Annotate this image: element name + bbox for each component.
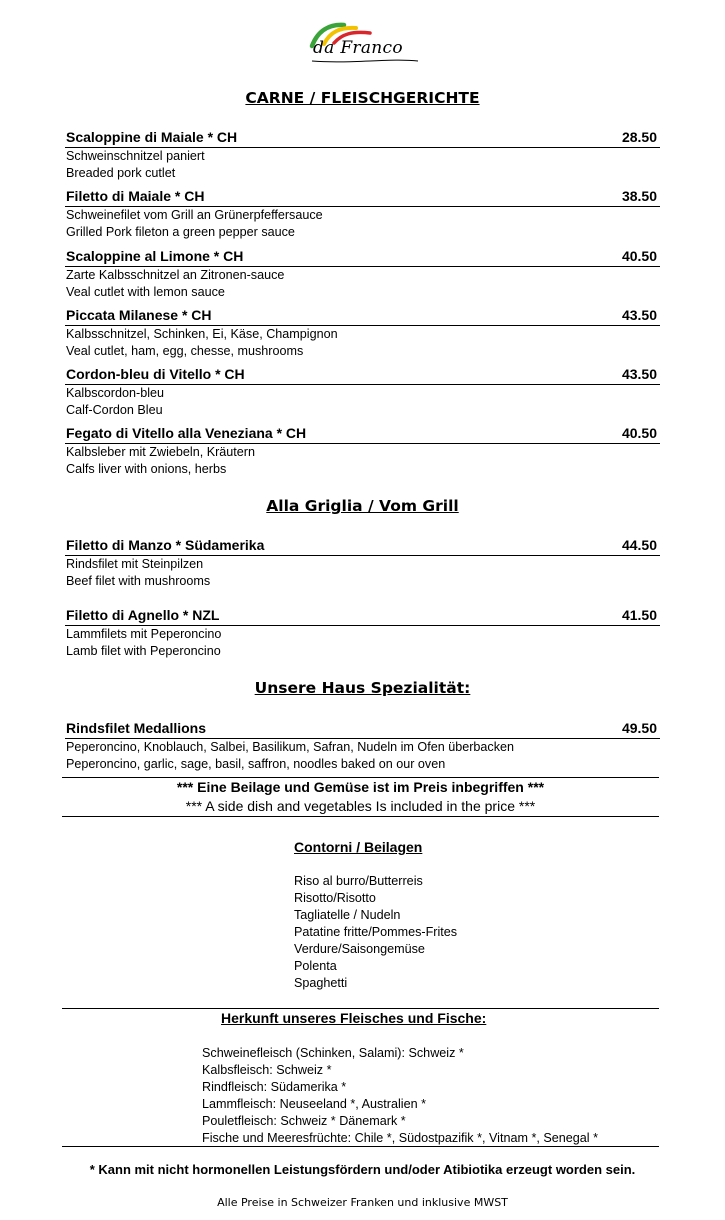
dish-item (65, 425, 660, 478)
section-title-carne: CARNE / FLEISCHGERICHTE (245, 89, 480, 107)
dish-name: Filetto di Manzo * Südamerika (66, 537, 265, 553)
footnote: * Kann mit nicht hormonellen Leistungsfördern und/oder Atibiotika erzeugt worden sein. (89, 1162, 636, 1177)
list-item: Verdure/Saisongemüse (294, 942, 425, 956)
section-title-griglia: Alla Griglia / Vom Grill (266, 497, 459, 515)
dish-desc-en: Veal cutlet, ham, egg, chesse, mushrooms (66, 344, 304, 358)
list-item: Fische und Meeresfrüchte: Chile *, Südostpazifik *, Vitnam *, Senegal * (202, 1131, 598, 1145)
dish-item (65, 720, 660, 773)
side-dish-notice (62, 777, 659, 817)
dish-item (65, 307, 660, 360)
dish-price: 28.50 (621, 129, 657, 145)
dish-price: 38.50 (621, 188, 657, 204)
dish-desc-en: Veal cutlet with lemon sauce (66, 285, 225, 299)
section-title-haus: Unsere Haus Spezialität: (254, 679, 471, 697)
dish-price: 40.50 (621, 425, 657, 441)
dish-name: Scaloppine al Limone * CH (66, 248, 244, 264)
dish-name: Filetto di Agnello * NZL (66, 607, 220, 623)
dish-desc-en: Grilled Pork fileton a green pepper sauce (66, 225, 295, 239)
dish-desc-de: Kalbscordon-bleu (66, 386, 165, 400)
dish-price: 49.50 (621, 720, 657, 736)
dish-desc-de: Lammfilets mit Peperoncino (66, 627, 222, 641)
dish-desc-en: Calfs liver with onions, herbs (66, 462, 227, 476)
dish-price: 41.50 (621, 607, 657, 623)
list-item: Rindfleisch: Südamerika * (202, 1080, 347, 1094)
dish-item (65, 537, 660, 590)
dish-name: Rindsfilet Medallions (66, 720, 207, 736)
dish-desc-de: Rindsfilet mit Steinpilzen (66, 557, 204, 571)
dish-item (65, 607, 660, 660)
divider (62, 1008, 659, 1009)
dish-desc-en: Breaded pork cutlet (66, 166, 176, 180)
list-item: Patatine fritte/Pommes-Frites (294, 925, 458, 939)
price-footer: Alle Preise in Schweizer Franken und inklusive MWST (217, 1196, 508, 1209)
dish-desc-de: Schweinefilet vom Grill an Grünerpfeffersauce (66, 208, 323, 222)
dish-desc-de: Peperoncino, Knoblauch, Salbei, Basilikum, Safran, Nudeln im Ofen überbacken (66, 740, 515, 754)
list-item: Spaghetti (294, 976, 348, 990)
dish-desc-en: Lamb filet with Peperoncino (66, 644, 221, 658)
dish-price: 40.50 (621, 248, 657, 264)
dish-desc-en: Peperoncino, garlic, sage, basil, saffron, noodles baked on our oven (66, 757, 446, 771)
dish-desc-de: Schweinschnitzel paniert (66, 149, 205, 163)
origin-list (202, 1045, 598, 1147)
sides-list (294, 873, 457, 992)
dish-item (65, 129, 660, 182)
sides-title: Contorni / Beilagen (294, 839, 423, 855)
dish-price: 43.50 (621, 307, 657, 323)
list-item: Schweinefleisch (Schinken, Salami): Schweiz * (202, 1046, 464, 1060)
dish-name: Fegato di Vitello alla Veneziana * CH (66, 425, 307, 441)
list-item: Lammfleisch: Neuseeland *, Australien * (202, 1097, 427, 1111)
dish-desc-en: Beef filet with mushrooms (66, 574, 211, 588)
logo-underline-icon (300, 56, 430, 66)
dish-desc-de: Zarte Kalbsschnitzel an Zitronen-sauce (66, 268, 285, 282)
brand-name: da Franco (313, 38, 403, 58)
dish-price: 44.50 (621, 537, 657, 553)
list-item: Pouletfleisch: Schweiz * Dänemark * (202, 1114, 406, 1128)
dish-name: Cordon-bleu di Vitello * CH (66, 366, 245, 382)
list-item: Kalbsfleisch: Schweiz * (202, 1063, 332, 1077)
list-item: Tagliatelle / Nudeln (294, 908, 401, 922)
dish-item (65, 188, 660, 241)
notice-de: *** Eine Beilage und Gemüse ist im Preis inbegriffen *** (176, 779, 545, 795)
logo (300, 18, 430, 68)
dish-item (65, 366, 660, 419)
dish-name: Scaloppine di Maiale * CH (66, 129, 238, 145)
dish-desc-de: Kalbsleber mit Zwiebeln, Kräutern (66, 445, 255, 459)
origin-title: Herkunft unseres Fleisches und Fische: (221, 1010, 487, 1026)
list-item: Riso al burro/Butterreis (294, 874, 423, 888)
notice-en: *** A side dish and vegetables Is included in the price *** (185, 798, 536, 814)
list-item: Polenta (294, 959, 337, 973)
divider (62, 1146, 659, 1147)
dish-desc-de: Kalbsschnitzel, Schinken, Ei, Käse, Champignon (66, 327, 338, 341)
dish-name: Filetto di Maiale * CH (66, 188, 205, 204)
dish-item (65, 248, 660, 301)
list-item: Risotto/Risotto (294, 891, 376, 905)
dish-price: 43.50 (621, 366, 657, 382)
dish-desc-en: Calf-Cordon Bleu (66, 403, 163, 417)
dish-name: Piccata Milanese * CH (66, 307, 212, 323)
